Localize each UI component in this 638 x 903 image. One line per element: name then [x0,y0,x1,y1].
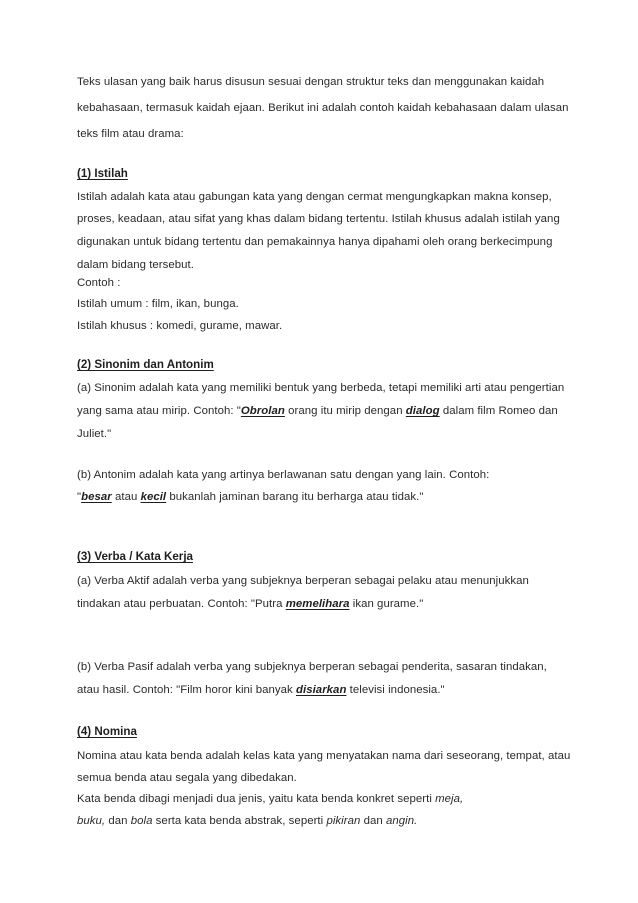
heading-verba: (3) Verba / Kata Kerja [77,550,193,563]
istilah-umum: Istilah umum : film, ikan, bunga. [77,298,239,310]
nomina-line-1: Nomina atau kata benda adalah kelas kata yang menyatakan nama dari seseorang, tempat, atau [77,750,571,762]
italic-meja: meja, [435,793,464,805]
verba-aktif-line-1: (a) Verba Aktif adalah verba yang subjeknya berperan sebagai pelaku atau menunjukkan [77,575,529,587]
keyword-besar: besar [81,491,112,503]
istilah-line-2: proses, keadaan, atau sifat yang khas dalam bidang tertentu. Istilah khusus adalah istilah yang [77,213,560,225]
text-span: orang itu mirip dengan [284,405,406,417]
text-span: dan [360,815,386,827]
text-span: " [77,491,82,503]
keyword-dialog: dialog [405,405,440,417]
text-span: serta kata benda abstrak, seperti [152,815,327,827]
text-span: bukanlah jaminan barang itu berharga atau tidak." [166,491,424,503]
verba-aktif-line-2 [77,597,423,611]
keyword-disiarkan: disiarkan [295,684,347,696]
text-span: atau [111,491,141,503]
verba-pasif-line-2 [77,683,445,697]
intro-line-3: teks film atau drama: [77,128,184,140]
italic-buku: buku, [77,815,106,827]
text-span: dan [105,815,131,827]
nomina-line-2: semua benda atau segala yang dibedakan. [77,772,297,784]
text-span: yang sama atau mirip. Contoh: " [77,405,241,417]
italic-bola: bola [130,815,153,827]
nomina-line-4 [77,814,417,828]
sinonim-line-3: Juliet." [77,428,112,440]
text-span: atau hasil. Contoh: "Film horor kini banyak [77,684,296,696]
text-span: televisi indonesia." [346,684,445,696]
nomina-line-3 [77,792,463,806]
heading-sinonim-antonim: (2) Sinonim dan Antonim [77,358,214,371]
text-span: dalam film Romeo dan [439,405,558,417]
sinonim-line-1: (a) Sinonim adalah kata yang memiliki bentuk yang berbeda, tetapi memiliki arti atau pengertian [77,382,565,394]
keyword-kecil: kecil [140,491,167,503]
istilah-contoh: Contoh : [77,277,121,289]
text-span: ikan gurame." [349,598,424,610]
italic-pikiran: pikiran [326,815,361,827]
text-span: tindakan atau perbuatan. Contoh: "Putra [77,598,286,610]
text-span: Kata benda dibagi menjadi dua jenis, yaitu kata benda konkret seperti [77,793,436,805]
istilah-khusus: Istilah khusus : komedi, gurame, mawar. [77,320,283,332]
sinonim-line-2 [77,404,558,418]
italic-angin: angin. [385,815,418,827]
antonim-line-1: (b) Antonim adalah kata yang artinya berlawanan satu dengan yang lain. Contoh: [77,469,490,481]
keyword-obrolan: Obrolan [240,405,285,417]
istilah-line-1: Istilah adalah kata atau gabungan kata yang dengan cermat mengungkapkan makna konsep, [77,191,552,203]
verba-pasif-line-1: (b) Verba Pasif adalah verba yang subjeknya berperan sebagai penderita, sasaran tindakan, [77,661,547,673]
antonim-line-2 [77,490,423,504]
istilah-line-3: digunakan untuk bidang tertentu dan pemakainnya hanya dipahami oleh orang berkecimpung [77,236,553,248]
intro-line-1: Teks ulasan yang baik harus disusun sesuai dengan struktur teks dan menggunakan kaidah [77,76,545,88]
heading-nomina: (4) Nomina [77,725,137,738]
intro-line-2: kebahasaan, termasuk kaidah ejaan. Berikut ini adalah contoh kaidah kebahasaan dalam ulasan [77,102,569,114]
heading-istilah: (1) Istilah [77,167,128,180]
keyword-memelihara: memelihara [285,598,350,610]
istilah-line-4: dalam bidang tersebut. [77,259,194,271]
